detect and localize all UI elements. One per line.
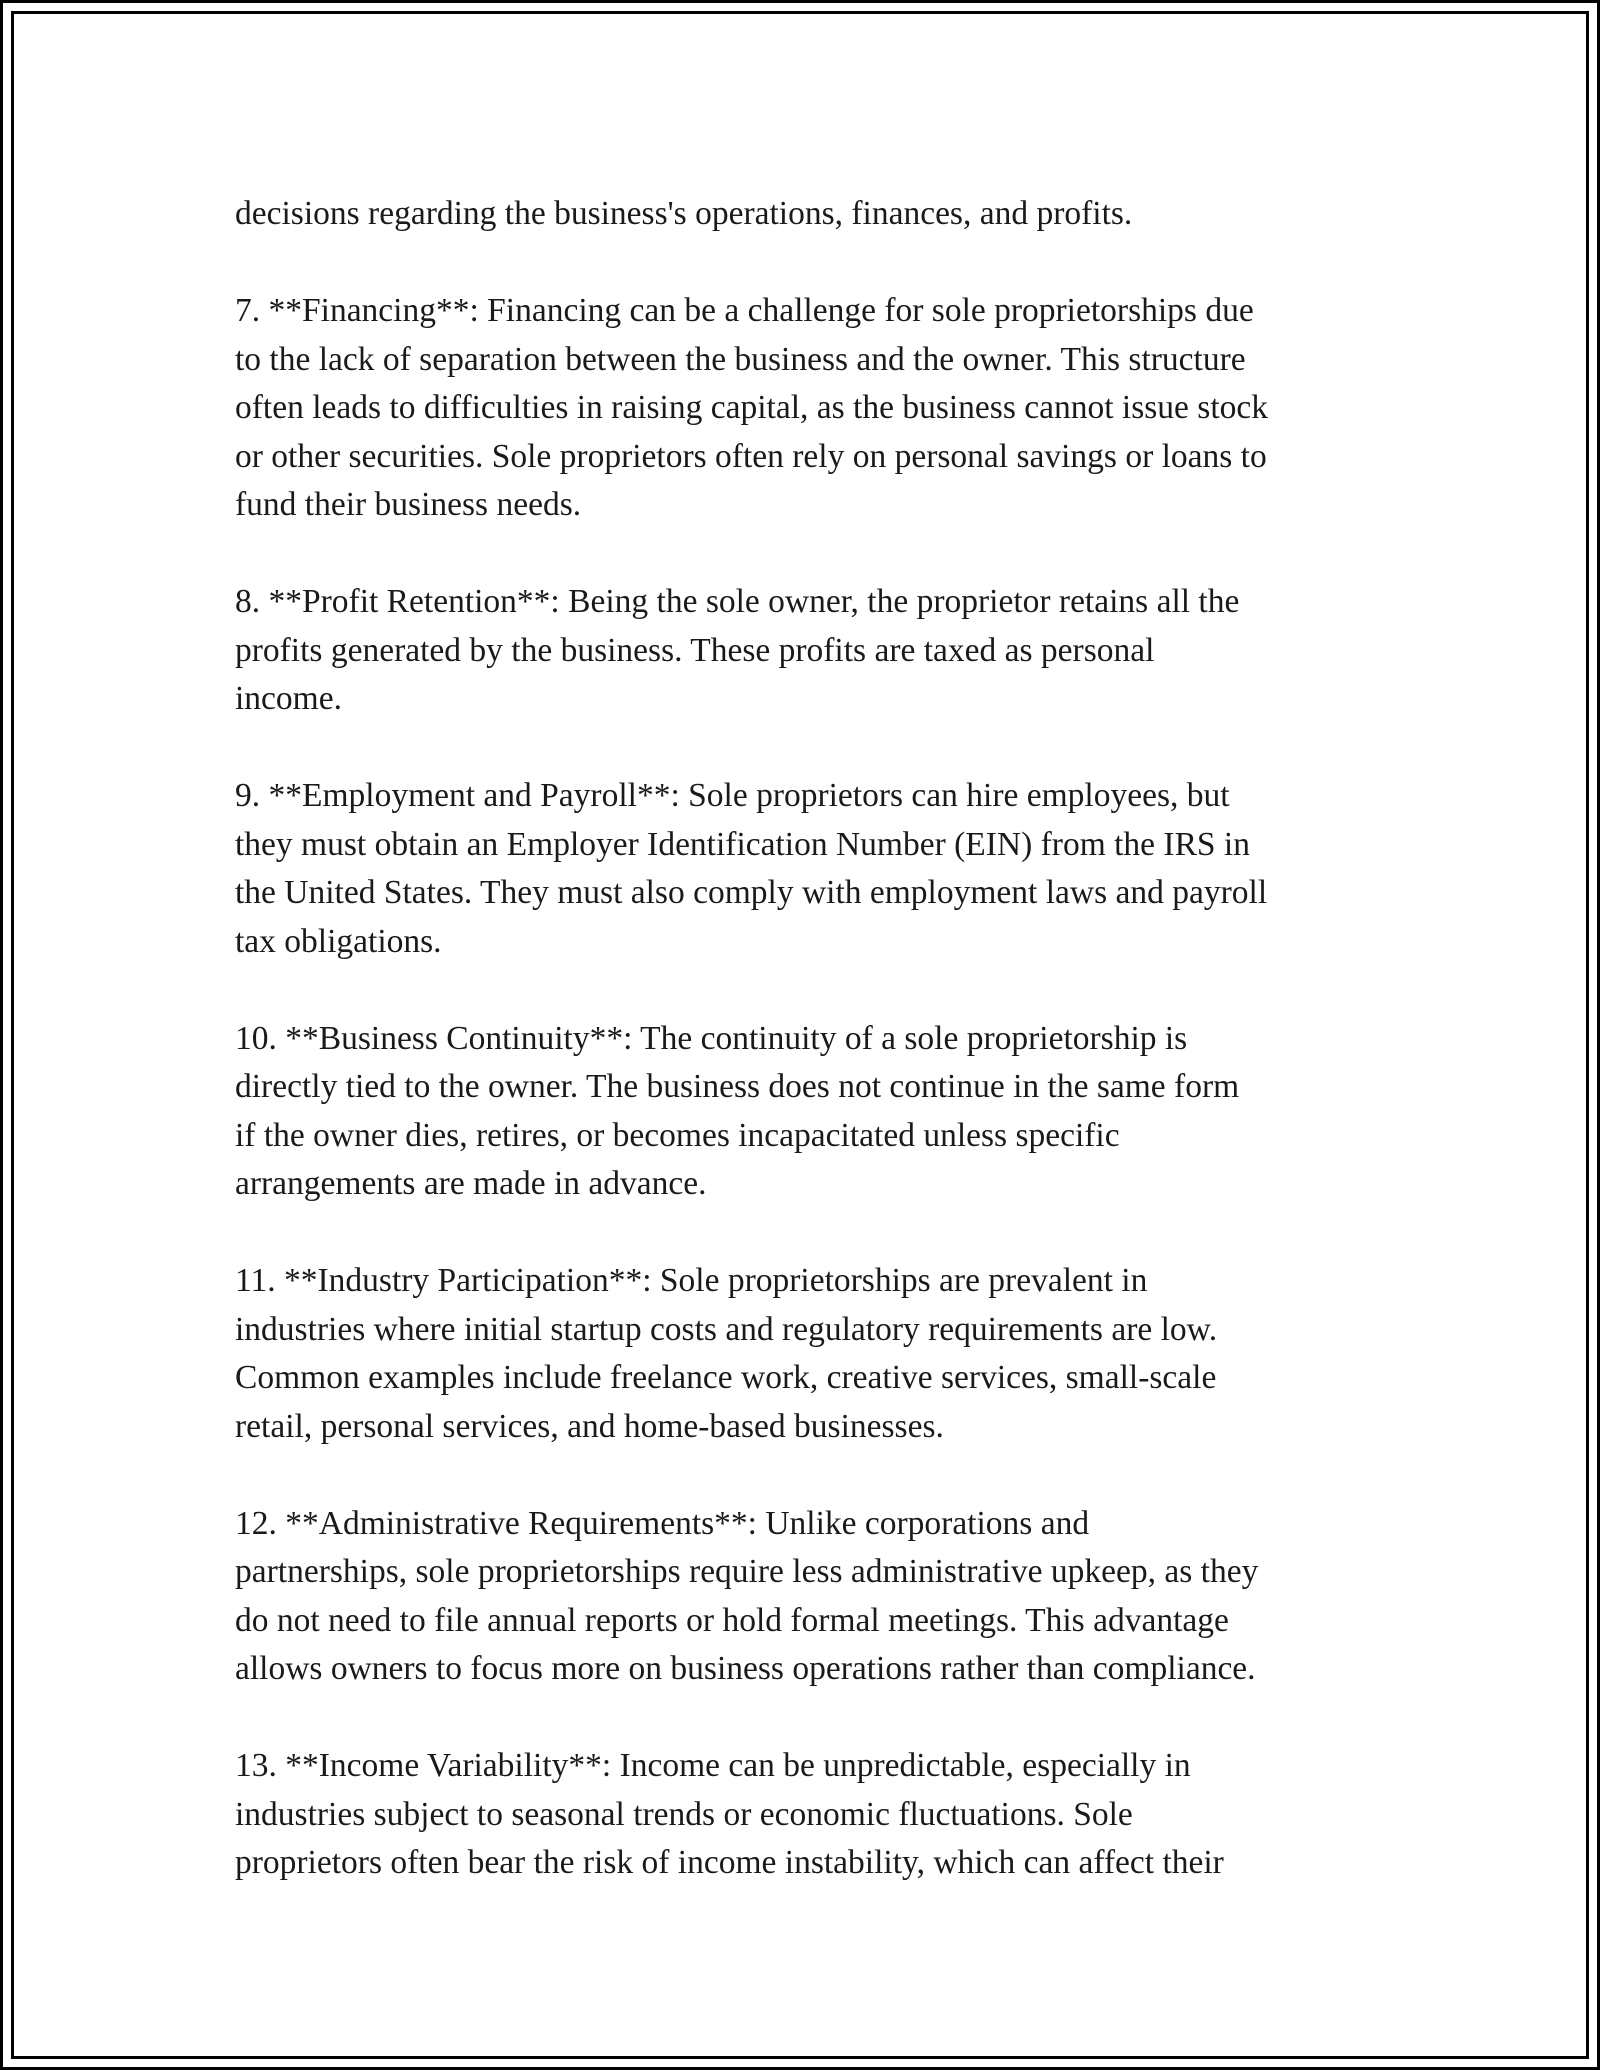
text-line: income. bbox=[235, 680, 342, 717]
text-line: 12. **Administrative Requirements**: Unlike corporations and bbox=[235, 1504, 1090, 1542]
text-line: 7. **Financing**: Financing can be a challenge for sole proprietorships due bbox=[235, 292, 1254, 329]
text-line: allows owners to focus more on business operations rather than compliance. bbox=[235, 1650, 1256, 1687]
paragraph-industry-participation bbox=[235, 1257, 1385, 1451]
paragraph-continuation bbox=[235, 190, 1385, 239]
text-line: profits generated by the business. These profits are taxed as personal bbox=[235, 631, 1155, 669]
text-line: 13. **Income Variability**: Income can be unpredictable, especially in bbox=[235, 1747, 1191, 1784]
text-line: 9. **Employment and Payroll**: Sole proprietors can hire employees, but bbox=[235, 777, 1230, 814]
text-line: industries subject to seasonal trends or economic fluctuations. Sole bbox=[235, 1795, 1133, 1833]
document-body bbox=[235, 190, 1385, 1936]
paragraph-income-variability bbox=[235, 1742, 1385, 1888]
paragraph-profit-retention bbox=[235, 578, 1385, 724]
text-line: often leads to difficulties in raising capital, as the business cannot issue stock bbox=[235, 389, 1269, 426]
text-line: arrangements are made in advance. bbox=[235, 1165, 707, 1202]
text-line: proprietors often bear the risk of income instability, which can affect their bbox=[235, 1844, 1224, 1881]
text-line: the United States. They must also comply with employment laws and payroll bbox=[235, 874, 1268, 911]
text-line: partnerships, sole proprietorships require less administrative upkeep, as they bbox=[235, 1553, 1259, 1590]
text-line: tax obligations. bbox=[235, 922, 442, 960]
paragraph-administrative-requirements bbox=[235, 1500, 1385, 1694]
text-line: fund their business needs. bbox=[235, 486, 582, 523]
text-line: 8. **Profit Retention**: Being the sole owner, the proprietor retains all the bbox=[235, 583, 1240, 620]
text-line: decisions regarding the business's operations, finances, and profits. bbox=[235, 195, 1133, 232]
paragraph-financing bbox=[235, 287, 1385, 530]
text-line: retail, personal services, and home-based businesses. bbox=[235, 1407, 944, 1445]
text-line: if the owner dies, retires, or becomes incapacitated unless specific bbox=[235, 1116, 1120, 1154]
text-line: industries where initial startup costs and regulatory requirements are low. bbox=[235, 1310, 1218, 1348]
paragraph-employment-payroll bbox=[235, 772, 1385, 966]
text-line: do not need to file annual reports or hold formal meetings. This advantage bbox=[235, 1601, 1229, 1639]
text-line: Common examples include freelance work, creative services, small-scale bbox=[235, 1359, 1217, 1396]
text-line: or other securities. Sole proprietors often rely on personal savings or loans to bbox=[235, 437, 1267, 475]
text-line: 10. **Business Continuity**: The continuity of a sole proprietorship is bbox=[235, 1019, 1188, 1057]
text-line: directly tied to the owner. The business does not continue in the same form bbox=[235, 1068, 1240, 1105]
text-line: to the lack of separation between the business and the owner. This structure bbox=[235, 340, 1246, 378]
text-line: 11. **Industry Participation**: Sole proprietorships are prevalent in bbox=[235, 1262, 1148, 1299]
paragraph-business-continuity bbox=[235, 1015, 1385, 1209]
text-line: they must obtain an Employer Identification Number (EIN) from the IRS in bbox=[235, 825, 1250, 863]
